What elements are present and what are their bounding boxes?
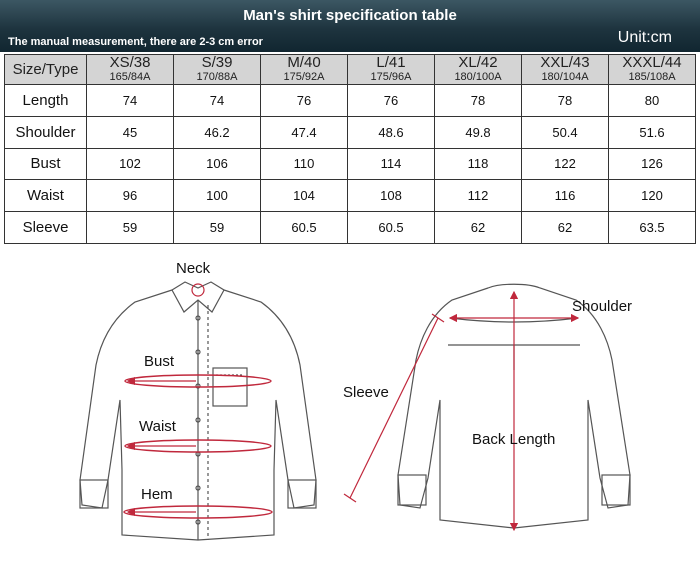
size-table (4, 54, 696, 244)
table-cell: 104 (261, 180, 348, 212)
left-cuff (80, 480, 108, 508)
row-label: Sleeve (5, 212, 87, 244)
type-label: 175/92A (283, 71, 325, 83)
title-banner (0, 0, 700, 52)
table-cell: 102 (87, 148, 174, 180)
table-cell: 74 (87, 85, 174, 117)
size-label: S/39 (201, 54, 233, 71)
type-label: 185/108A (628, 71, 676, 83)
size-label: XXL/43 (540, 54, 590, 71)
size-header (348, 55, 435, 85)
table-row (5, 85, 696, 117)
table-cell: 112 (435, 180, 522, 212)
table-cell: 47.4 (261, 116, 348, 148)
sleeve-label: Sleeve (343, 384, 389, 401)
row-label: Shoulder (5, 116, 87, 148)
table-row (5, 212, 696, 244)
row-label: Length (5, 85, 87, 117)
table-cell: 59 (174, 212, 261, 244)
table-cell: 78 (522, 85, 609, 117)
size-label: M/40 (287, 54, 321, 71)
size-header (522, 55, 609, 85)
type-label: 180/104A (541, 71, 589, 83)
shirt-diagram (0, 250, 700, 564)
size-label: XS/38 (109, 54, 151, 71)
bust-label: Bust (144, 353, 175, 370)
table-row (5, 116, 696, 148)
hem-label: Hem (141, 486, 173, 503)
table-cell: 122 (522, 148, 609, 180)
neck-marker (192, 284, 204, 296)
table-cell: 76 (348, 85, 435, 117)
table-cell: 51.6 (609, 116, 696, 148)
size-label: L/41 (376, 54, 406, 71)
table-cell: 106 (174, 148, 261, 180)
table-cell: 110 (261, 148, 348, 180)
type-label: 170/88A (196, 71, 238, 83)
table-cell: 114 (348, 148, 435, 180)
table-cell: 49.8 (435, 116, 522, 148)
row-label: Waist (5, 180, 87, 212)
page-title: Man's shirt specification table (243, 7, 457, 24)
table-cell: 80 (609, 85, 696, 117)
front-shirt (80, 282, 316, 540)
table-cell: 74 (174, 85, 261, 117)
table-cell: 59 (87, 212, 174, 244)
table-cell: 126 (609, 148, 696, 180)
size-label: XL/42 (458, 54, 498, 71)
table-cell: 120 (609, 180, 696, 212)
table-cell: 45 (87, 116, 174, 148)
table-cell: 100 (174, 180, 261, 212)
size-header (261, 55, 348, 85)
table-cell: 62 (435, 212, 522, 244)
size-header (435, 55, 522, 85)
table-row (5, 180, 696, 212)
table-cell: 108 (348, 180, 435, 212)
unit-label: Unit:cm (617, 29, 672, 46)
row-label: Bust (5, 148, 87, 180)
table-cell: 76 (261, 85, 348, 117)
back-length-label: Back Length (472, 431, 556, 448)
table-header-row (5, 55, 696, 85)
table-cell: 116 (522, 180, 609, 212)
size-header (174, 55, 261, 85)
measurement-note: The manual measurement, there are 2-3 cm error (8, 36, 263, 48)
waist-label: Waist (139, 418, 176, 435)
neck-label: Neck (176, 260, 211, 277)
table-cell: 60.5 (348, 212, 435, 244)
size-header (87, 55, 174, 85)
table-cell: 46.2 (174, 116, 261, 148)
type-label: 165/84A (109, 71, 151, 83)
back-measure-lines (344, 292, 578, 530)
sleeve-line (350, 318, 438, 498)
right-cuff (288, 480, 316, 508)
shoulder-label: Shoulder (572, 298, 633, 315)
size-header (609, 55, 696, 85)
size-label: XXXL/44 (622, 54, 682, 71)
table-cell: 96 (87, 180, 174, 212)
table-cell: 78 (435, 85, 522, 117)
table-cell: 62 (522, 212, 609, 244)
table-cell: 63.5 (609, 212, 696, 244)
table-cell: 60.5 (261, 212, 348, 244)
table-cell: 118 (435, 148, 522, 180)
table-cell: 48.6 (348, 116, 435, 148)
table-row (5, 148, 696, 180)
table-cell: 50.4 (522, 116, 609, 148)
type-label: 180/100A (454, 71, 502, 83)
type-label: 175/96A (370, 71, 412, 83)
corner-header: Size/Type (5, 55, 87, 85)
